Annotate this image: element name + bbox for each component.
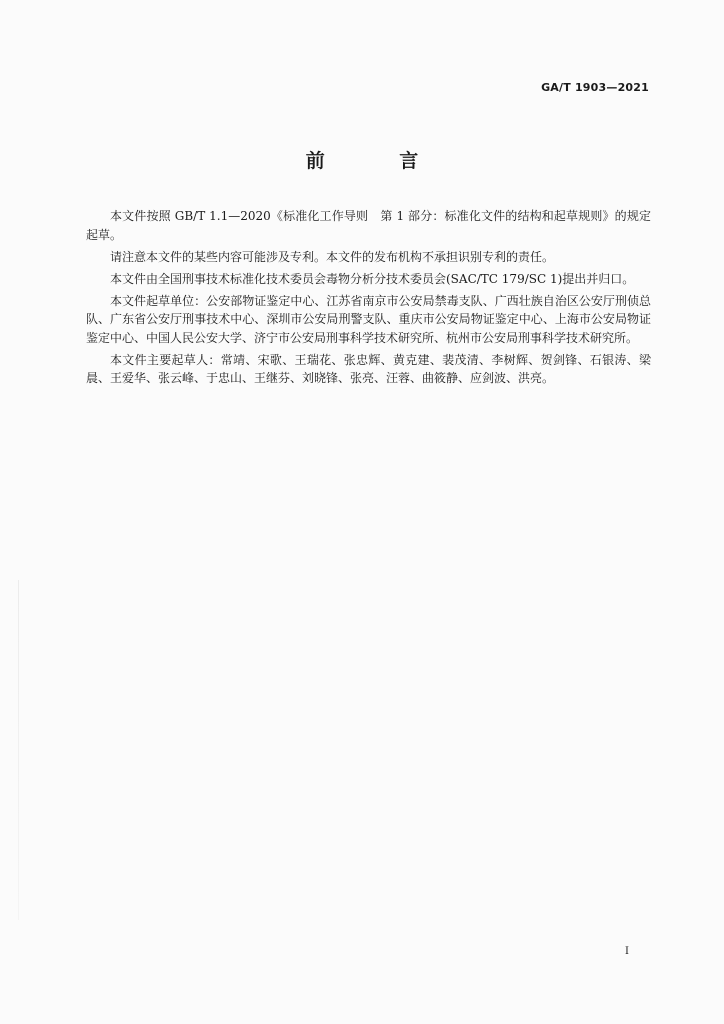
document-code: GA/T 1903—2021 bbox=[541, 81, 649, 94]
foreword-body bbox=[86, 207, 651, 391]
paragraph-drafters: 本文件主要起草人：常靖、宋歌、王瑞花、张忠辉、黄克建、裴茂清、李树辉、贺剑锋、石银涛、梁晨、王爱华、张云峰、于忠山、王继芬、刘晓锋、张亮、汪蓉、曲筱静、应剑波、洪亮。 bbox=[86, 352, 651, 385]
paragraph-drafting-rules: 本文件按照 GB/T 1.1—2020《标准化工作导则 第 1 部分：标准化文件的结构和起草规则》的规定起草。 bbox=[86, 209, 651, 242]
scan-margin-line bbox=[18, 580, 19, 920]
paragraph-proposer: 本文件由全国刑事技术标准化技术委员会毒物分析分技术委员会(SAC/TC 179/SC 1)提出并归口。 bbox=[110, 271, 635, 286]
paragraph-drafting-units: 本文件起草单位：公安部物证鉴定中心、江苏省南京市公安局禁毒支队、广西壮族自治区公安厅刑侦总队、广东省公安厅刑事技术中心、深圳市公安局刑警支队、重庆市公安局物证鉴定中心、上海市公安局物证鉴定中心、中国人民公安大学、济宁市公安局刑事科学技术研究所、杭州市公安局刑事科学技术研究所。 bbox=[86, 293, 651, 345]
page-number: I bbox=[625, 946, 629, 957]
paragraph-patent-notice: 请注意本文件的某些内容可能涉及专利。本文件的发布机构不承担识别专利的责任。 bbox=[110, 249, 555, 264]
page-title: 前 言 bbox=[305, 150, 453, 172]
